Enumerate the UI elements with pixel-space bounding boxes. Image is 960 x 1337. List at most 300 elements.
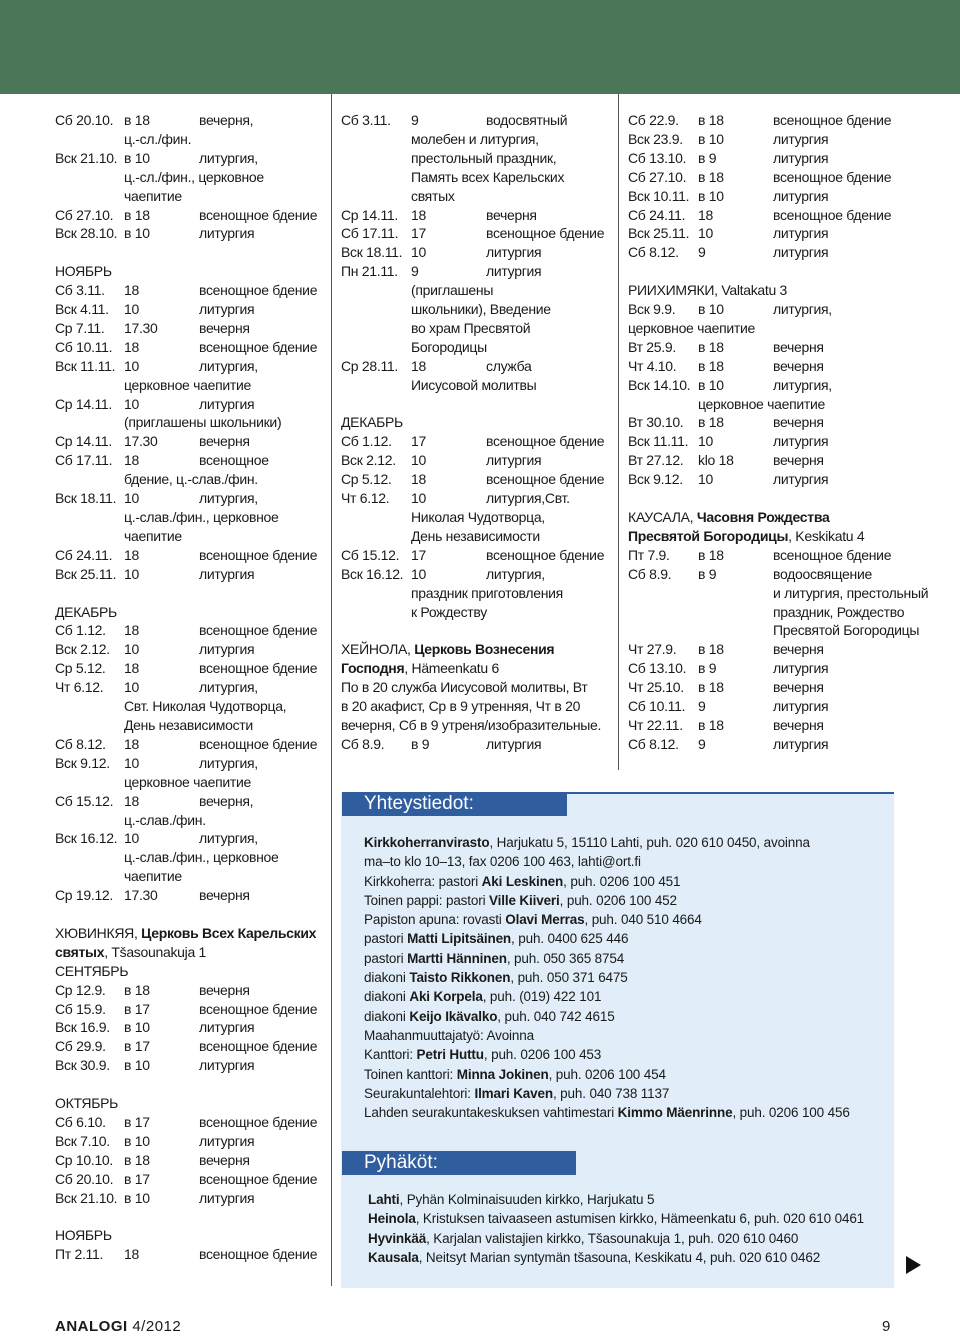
contacts-heading: Yhteystiedot: bbox=[342, 792, 567, 816]
schedule-row bbox=[628, 546, 928, 565]
schedule-row bbox=[628, 300, 928, 319]
service-note: и литургия, престольный bbox=[773, 584, 929, 601]
person-name: Kimmo Mäenrinne bbox=[617, 1105, 733, 1121]
service-time: 10 bbox=[698, 225, 713, 242]
service-time: в 18 bbox=[124, 206, 150, 223]
service-date: Вск 2.12. bbox=[341, 452, 396, 469]
service-name: литургия, bbox=[199, 149, 258, 166]
person-name: Ville Kiiveri bbox=[489, 892, 560, 908]
service-note: Память всех Карельских bbox=[411, 168, 565, 185]
service-date: Чт 4.10. bbox=[628, 357, 677, 374]
contacts-heading-rule bbox=[567, 792, 894, 794]
service-time: в 9 bbox=[698, 660, 717, 677]
service-date: Вск 11.11. bbox=[55, 357, 116, 374]
service-date: Чт 27.9. bbox=[628, 641, 677, 658]
schedule-column-3 bbox=[628, 111, 928, 754]
service-name: служба bbox=[486, 357, 532, 374]
service-name: вечерня bbox=[199, 1151, 250, 1168]
service-note: чаепитие bbox=[124, 868, 182, 885]
service-date: Вск 23.9. bbox=[628, 130, 683, 147]
service-time: в 10 bbox=[124, 1019, 150, 1036]
service-time: в 18 bbox=[698, 641, 724, 658]
service-name: литургия bbox=[486, 244, 542, 261]
info-text: , Karjalan valistajien kirkko, Tšasounakuja 1, puh. 020 610 0460 bbox=[426, 1230, 799, 1246]
service-note: (приглашены bbox=[411, 282, 494, 299]
service-time: 18 bbox=[124, 282, 139, 299]
service-date: Сб 10.11. bbox=[55, 338, 113, 355]
service-time: 10 bbox=[698, 433, 713, 450]
schedule-row bbox=[628, 432, 928, 451]
service-time: 10 bbox=[411, 490, 426, 507]
service-date: Ср 5.12. bbox=[341, 471, 392, 488]
service-name: вечерня bbox=[773, 452, 824, 469]
schedule-row bbox=[55, 1170, 325, 1189]
service-name: литургия bbox=[199, 301, 255, 318]
service-time: 18 bbox=[124, 792, 139, 809]
service-note: молебен и литургия, bbox=[411, 130, 539, 147]
schedule-row bbox=[341, 451, 611, 470]
service-name: литургия, bbox=[773, 376, 832, 393]
service-date: Сб 8.12. bbox=[628, 735, 679, 752]
service-date: Чт 22.11. bbox=[628, 716, 683, 733]
service-time: 18 bbox=[411, 357, 426, 374]
service-date: Сб 6.10. bbox=[55, 1113, 106, 1130]
info-text: , Harjukatu 5, 15110 Lahti, puh. 020 610 0450, avoinna bbox=[489, 835, 810, 850]
service-note: праздник приготовления bbox=[411, 584, 563, 601]
info-text: , puh. 0206 100 451 bbox=[563, 873, 681, 889]
service-note: Николая Чудотворца, bbox=[411, 509, 545, 526]
info-text: , puh. 0206 100 456 bbox=[732, 1105, 850, 1121]
service-date: Сб 17.11. bbox=[341, 225, 399, 242]
service-name: литургия, bbox=[199, 830, 258, 847]
service-date: Сб 20.10. bbox=[55, 112, 114, 128]
contact-line bbox=[364, 852, 850, 871]
service-date: Ср 7.11. bbox=[55, 319, 105, 336]
service-name: литургия, bbox=[199, 679, 258, 696]
service-name: всенощное бдение bbox=[773, 112, 892, 128]
service-name: всенощное бдение bbox=[199, 282, 318, 299]
service-time: в 9 bbox=[411, 735, 430, 752]
info-text: , puh. (019) 422 101 bbox=[482, 989, 602, 1005]
heinola-schedule-text: в 20 акафист, Ср в 9 утренняя, Чт в 20 bbox=[341, 698, 581, 715]
schedule-row bbox=[628, 187, 928, 206]
service-date: Вск 18.11. bbox=[55, 490, 117, 507]
schedule-row bbox=[55, 300, 325, 319]
service-date: Вск 2.12. bbox=[55, 641, 110, 658]
schedule-column-2 bbox=[341, 111, 611, 754]
service-time: в 18 bbox=[124, 112, 150, 128]
service-note: Богородицы bbox=[411, 338, 487, 355]
service-note: Иисусовой молитвы bbox=[411, 376, 537, 393]
service-time: 18 bbox=[411, 471, 426, 488]
service-time: 10 bbox=[698, 471, 713, 488]
schedule-row bbox=[628, 413, 928, 432]
contact-line bbox=[364, 891, 850, 910]
service-time: 18 bbox=[124, 1246, 139, 1263]
month-heading: НОЯБРЬ bbox=[55, 1227, 112, 1244]
service-note: чаепитие bbox=[124, 527, 182, 544]
service-name: вечерня bbox=[486, 206, 537, 223]
info-text: , puh. 0206 100 453 bbox=[483, 1047, 602, 1063]
spacer bbox=[341, 395, 611, 414]
schedule-row bbox=[55, 735, 325, 754]
info-text: Seurakuntalehtori: bbox=[364, 1085, 475, 1101]
service-date: Ср 10.10. bbox=[55, 1151, 114, 1168]
service-date: Ср 14.11. bbox=[341, 206, 398, 223]
service-date: Вск 18.11. bbox=[341, 244, 403, 261]
info-text: , puh. 050 365 8754 bbox=[506, 950, 625, 966]
schedule-row bbox=[55, 640, 325, 659]
service-name: литургия bbox=[773, 471, 829, 488]
service-date: Ср 14.11. bbox=[55, 395, 112, 412]
schedule-row bbox=[628, 697, 928, 716]
service-name: литургия bbox=[486, 263, 542, 280]
schedule-row bbox=[341, 262, 611, 281]
service-name: литургия bbox=[199, 1057, 255, 1074]
service-date: Вск 11.11. bbox=[628, 433, 689, 450]
service-date: Вск 9.12. bbox=[55, 754, 110, 771]
contact-line bbox=[364, 1026, 850, 1045]
service-note: праздник, Рождество bbox=[773, 603, 905, 620]
service-date: Вск 25.11. bbox=[628, 225, 690, 242]
contact-line bbox=[364, 1065, 850, 1084]
schedule-row bbox=[628, 357, 928, 376]
service-date: Вск 16.12. bbox=[341, 565, 404, 582]
schedule-row bbox=[55, 395, 325, 414]
issue-number: 4/2012 bbox=[132, 1318, 182, 1335]
service-time: в 17 bbox=[124, 1038, 150, 1055]
service-name: литургия,Свт. bbox=[486, 490, 570, 507]
service-note: церковное чаепитие bbox=[628, 319, 756, 336]
service-time: в 18 bbox=[124, 981, 150, 998]
schedule-row bbox=[55, 1000, 325, 1019]
person-name: Kausala bbox=[368, 1249, 419, 1265]
info-text: diakoni bbox=[364, 970, 410, 986]
service-name: литургия bbox=[773, 433, 829, 450]
service-note: святых bbox=[411, 187, 455, 204]
service-name: всенощное бдение bbox=[199, 1246, 318, 1263]
service-name: литургия bbox=[773, 130, 829, 147]
service-name: литургия bbox=[199, 1019, 255, 1036]
service-name: вечерня bbox=[773, 679, 824, 696]
heinola-schedule-text: По в 20 служба Иисусовой молитвы, Вт bbox=[341, 679, 588, 696]
riihimaki-heading bbox=[628, 281, 928, 300]
service-date: Вт 30.10. bbox=[628, 414, 684, 431]
contacts-list bbox=[364, 833, 850, 1122]
schedule-row bbox=[55, 489, 325, 508]
spacer bbox=[55, 1075, 325, 1094]
service-name: всенощное бдение bbox=[199, 622, 318, 639]
info-text: , Neitsyt Marian syntymän tšasouna, Keskikatu 4, puh. 020 610 0462 bbox=[418, 1249, 821, 1265]
schedule-row bbox=[55, 1132, 325, 1151]
service-name: всенощное бдение bbox=[199, 546, 318, 563]
info-text: pastori bbox=[364, 931, 408, 947]
heading-part: ХЮВИНКЯЯ, bbox=[55, 924, 142, 941]
schedule-row bbox=[55, 281, 325, 300]
person-name: Aki Korpela bbox=[409, 989, 483, 1005]
schedule-row bbox=[55, 659, 325, 678]
service-name: литургия, bbox=[199, 357, 258, 374]
service-note: Пресвятой Богородицы bbox=[773, 622, 920, 639]
service-note: церковное чаепитие bbox=[124, 773, 252, 790]
service-note: День независимости bbox=[411, 527, 540, 544]
service-time: в 10 bbox=[124, 1132, 150, 1149]
service-date: Ср 28.11. bbox=[341, 357, 398, 374]
service-time: в 18 bbox=[698, 546, 724, 563]
service-time: в 18 bbox=[124, 1151, 150, 1168]
heading-part: Церковь Вознесения bbox=[414, 641, 555, 658]
heading-part: святых bbox=[55, 943, 105, 960]
service-time: 17.30 bbox=[124, 433, 158, 450]
service-name: вечерня bbox=[199, 887, 250, 904]
schedule-row bbox=[341, 243, 611, 262]
service-date: Вск 9.9. bbox=[628, 301, 676, 318]
service-date: Сб 15.9. bbox=[55, 1000, 106, 1017]
service-date: Ср 12.9. bbox=[55, 981, 106, 998]
contact-line bbox=[364, 968, 850, 987]
person-name: Kirkkoherranvirasto bbox=[364, 835, 490, 850]
service-time: 10 bbox=[124, 357, 139, 374]
service-note: ц.-слав./фин. bbox=[124, 811, 206, 828]
schedule-row bbox=[55, 1056, 325, 1075]
schedule-row bbox=[55, 224, 325, 243]
service-note: школьники), Введение bbox=[411, 301, 551, 318]
info-text: , Kristuksen taivaaseen astumisen kirkko, Hämeenkatu 6, puh. 020 610 0461 bbox=[415, 1211, 865, 1227]
service-note: ц.-сл./фин. bbox=[124, 130, 192, 147]
person-name: Taisto Rikkonen bbox=[409, 970, 511, 986]
schedule-row bbox=[55, 338, 325, 357]
schedule-row bbox=[55, 1245, 325, 1264]
spacer bbox=[55, 243, 325, 262]
service-name: литургия bbox=[486, 452, 542, 469]
service-date: Вск 9.12. bbox=[628, 471, 683, 488]
service-time: 18 bbox=[124, 622, 139, 639]
schedule-row bbox=[628, 224, 928, 243]
service-date: Вт 27.12. bbox=[628, 452, 684, 469]
service-date: Сб 8.9. bbox=[341, 735, 385, 752]
top-banner bbox=[0, 0, 960, 94]
heinola-schedule-text: вечерня, Сб в 9 утреня/изобразительные. bbox=[341, 716, 602, 733]
service-time: в 18 bbox=[698, 357, 724, 374]
schedule-row bbox=[628, 640, 928, 659]
kausala-heading bbox=[628, 508, 928, 527]
schedule-row bbox=[341, 565, 611, 584]
service-name: всенощное бдение bbox=[486, 546, 605, 563]
service-name: вечерня bbox=[199, 433, 250, 450]
service-note: к Рождеству bbox=[411, 603, 487, 620]
service-name: вечерня bbox=[773, 414, 824, 431]
hyvinkaa-address bbox=[55, 943, 325, 962]
contact-line bbox=[364, 1045, 850, 1064]
service-name: всенощное бдение bbox=[773, 168, 892, 185]
heinola-heading bbox=[341, 640, 611, 659]
person-name: Martti Hänninen bbox=[407, 950, 507, 966]
service-date: Вт 25.9. bbox=[628, 338, 676, 355]
service-note: День независимости bbox=[124, 716, 253, 733]
churches-list bbox=[368, 1190, 864, 1267]
contact-line bbox=[364, 910, 850, 929]
column-divider bbox=[618, 94, 619, 770]
month-heading: ДЕКАБРЬ bbox=[341, 414, 403, 431]
info-text: Papiston apuna: rovasti bbox=[364, 912, 506, 928]
service-time: 10 bbox=[124, 490, 139, 507]
service-date: Вск 30.9. bbox=[55, 1057, 110, 1074]
service-note: ц.-сл./фин., церковное bbox=[124, 168, 264, 185]
spacer bbox=[55, 1208, 325, 1227]
service-name: вечерня bbox=[199, 981, 250, 998]
service-date: Ср 5.12. bbox=[55, 660, 106, 677]
heading-part: Часовня Рождества bbox=[696, 509, 830, 525]
service-name: водоосвящение bbox=[773, 565, 872, 582]
service-time: 9 bbox=[698, 698, 706, 715]
service-name: всенощное бдение bbox=[199, 338, 318, 355]
service-date: Сб 24.11. bbox=[55, 546, 113, 563]
service-time: 10 bbox=[411, 452, 426, 469]
service-time: 10 bbox=[411, 244, 426, 261]
churches-heading: Pyhäköt: bbox=[342, 1151, 576, 1175]
church-line bbox=[368, 1229, 864, 1248]
schedule-row bbox=[341, 357, 611, 376]
service-note: (приглашены школьники) bbox=[124, 414, 282, 431]
service-name: всенощное бдение bbox=[199, 206, 318, 223]
service-date: Сб 1.12. bbox=[341, 433, 392, 450]
service-date: Вск 28.10. bbox=[55, 225, 118, 242]
spacer bbox=[628, 489, 928, 508]
schedule-row bbox=[55, 1037, 325, 1056]
service-date: Сб 15.12. bbox=[55, 792, 114, 809]
schedule-row bbox=[55, 111, 325, 130]
contact-line bbox=[364, 1103, 850, 1122]
service-name: всенощное бдение bbox=[199, 735, 318, 752]
service-date: Вск 21.10. bbox=[55, 149, 118, 166]
service-date: Сб 8.9. bbox=[628, 565, 672, 582]
service-name: литургия, bbox=[486, 565, 545, 582]
service-date: Вск 21.10. bbox=[55, 1189, 118, 1206]
heading-part: , Hämeenkatu 6 bbox=[404, 660, 499, 677]
service-name: литургия bbox=[199, 565, 255, 582]
schedule-row bbox=[628, 470, 928, 489]
info-text: pastori bbox=[364, 950, 408, 966]
service-time: 10 bbox=[411, 565, 426, 582]
schedule-row bbox=[55, 886, 325, 905]
schedule-row bbox=[628, 678, 928, 697]
service-time: 18 bbox=[124, 452, 139, 469]
service-time: 10 bbox=[124, 301, 139, 318]
service-date: Сб 27.10. bbox=[55, 206, 114, 223]
month-heading: ДЕКАБРЬ bbox=[55, 603, 117, 620]
spacer bbox=[341, 621, 611, 640]
heading-part: КАУСАЛА, bbox=[628, 509, 697, 525]
service-name: всенощное бдение bbox=[486, 433, 605, 450]
service-date: Чт 6.12. bbox=[341, 490, 390, 507]
info-text: , Pyhän Kolminaisuuden kirkko, Harjukatu 5 bbox=[399, 1192, 655, 1207]
service-time: 17 bbox=[411, 546, 426, 563]
service-date: Сб 3.11. bbox=[55, 282, 105, 299]
contact-line bbox=[364, 872, 850, 891]
info-text: Kirkkoherra: pastori bbox=[364, 873, 482, 889]
service-name: литургия bbox=[199, 1132, 255, 1149]
service-time: в 10 bbox=[698, 187, 724, 204]
person-name: Olavi Merras bbox=[505, 912, 585, 928]
service-time: в 10 bbox=[698, 130, 724, 147]
schedule-row bbox=[55, 1151, 325, 1170]
heading-part: , Keskikatu 4 bbox=[788, 527, 865, 544]
info-text: diakoni bbox=[364, 989, 410, 1005]
heading-part: Церковь Всех Карельских bbox=[141, 924, 317, 941]
person-name: Matti Lipitsäinen bbox=[407, 931, 512, 947]
schedule-row bbox=[55, 621, 325, 640]
person-name: Petri Huttu bbox=[416, 1047, 484, 1063]
service-time: в 18 bbox=[698, 716, 724, 733]
info-text: , puh. 0206 100 454 bbox=[548, 1066, 666, 1082]
schedule-row bbox=[341, 111, 611, 130]
heading-part: РИИХИМЯКИ, Valtakatu 3 bbox=[628, 282, 788, 299]
service-name: литургия bbox=[199, 641, 255, 658]
contact-line bbox=[364, 987, 850, 1006]
service-date: Сб 22.9. bbox=[628, 112, 679, 128]
schedule-row bbox=[628, 735, 928, 754]
service-name: всенощное бдение bbox=[199, 1038, 318, 1055]
schedule-row bbox=[628, 716, 928, 735]
service-name: всенощное бдение bbox=[199, 660, 318, 677]
service-time: 17 bbox=[411, 433, 426, 450]
service-time: 9 bbox=[698, 244, 706, 261]
service-time: 9 bbox=[411, 112, 419, 128]
spacer bbox=[55, 905, 325, 924]
service-date: Вск 25.11. bbox=[55, 565, 117, 582]
heading-part: Господня bbox=[341, 660, 405, 677]
service-date: Сб 27.10. bbox=[628, 168, 687, 185]
service-note: церковное чаепитие bbox=[698, 395, 826, 412]
schedule-row bbox=[55, 678, 325, 697]
schedule-row bbox=[628, 338, 928, 357]
service-time: 18 bbox=[124, 735, 139, 752]
service-name: вечерня bbox=[773, 641, 824, 658]
month-heading: СЕНТЯБРЬ bbox=[55, 962, 129, 979]
heading-part: Пресвятой Богородицы bbox=[628, 527, 789, 544]
service-name: всенощное бдение bbox=[199, 1170, 318, 1187]
schedule-row bbox=[55, 357, 325, 376]
service-time: 10 bbox=[124, 830, 139, 847]
schedule-row bbox=[628, 111, 928, 130]
service-name: вечерня, bbox=[199, 792, 254, 809]
info-text: Toinen pappi: pastori bbox=[364, 892, 490, 908]
schedule-row bbox=[628, 130, 928, 149]
person-name: Aki Leskinen bbox=[481, 873, 564, 889]
service-time: 17.30 bbox=[124, 319, 158, 336]
schedule-row bbox=[628, 168, 928, 187]
contact-line bbox=[364, 1007, 850, 1026]
service-date: Сб 20.10. bbox=[55, 1170, 114, 1187]
church-line bbox=[368, 1248, 864, 1267]
service-time: 18 bbox=[698, 206, 713, 223]
service-name: вечерня bbox=[773, 357, 824, 374]
info-text: , puh. 040 738 1137 bbox=[552, 1085, 670, 1101]
service-time: 18 bbox=[124, 338, 139, 355]
service-date: Пт 7.9. bbox=[628, 546, 670, 563]
service-name: литургия bbox=[199, 225, 255, 242]
schedule-row bbox=[55, 565, 325, 584]
service-time: 17.30 bbox=[124, 887, 158, 904]
schedule-row bbox=[341, 432, 611, 451]
service-note: церковное чаепитие bbox=[124, 376, 252, 393]
service-time: 9 bbox=[411, 263, 419, 280]
schedule-row bbox=[55, 451, 325, 470]
service-note: ц.-слав./фин., церковное bbox=[124, 849, 279, 866]
service-note: бдение, ц.-слав./фин. bbox=[124, 471, 258, 488]
schedule-row bbox=[55, 754, 325, 773]
info-text: , puh. 0206 100 452 bbox=[559, 892, 677, 908]
